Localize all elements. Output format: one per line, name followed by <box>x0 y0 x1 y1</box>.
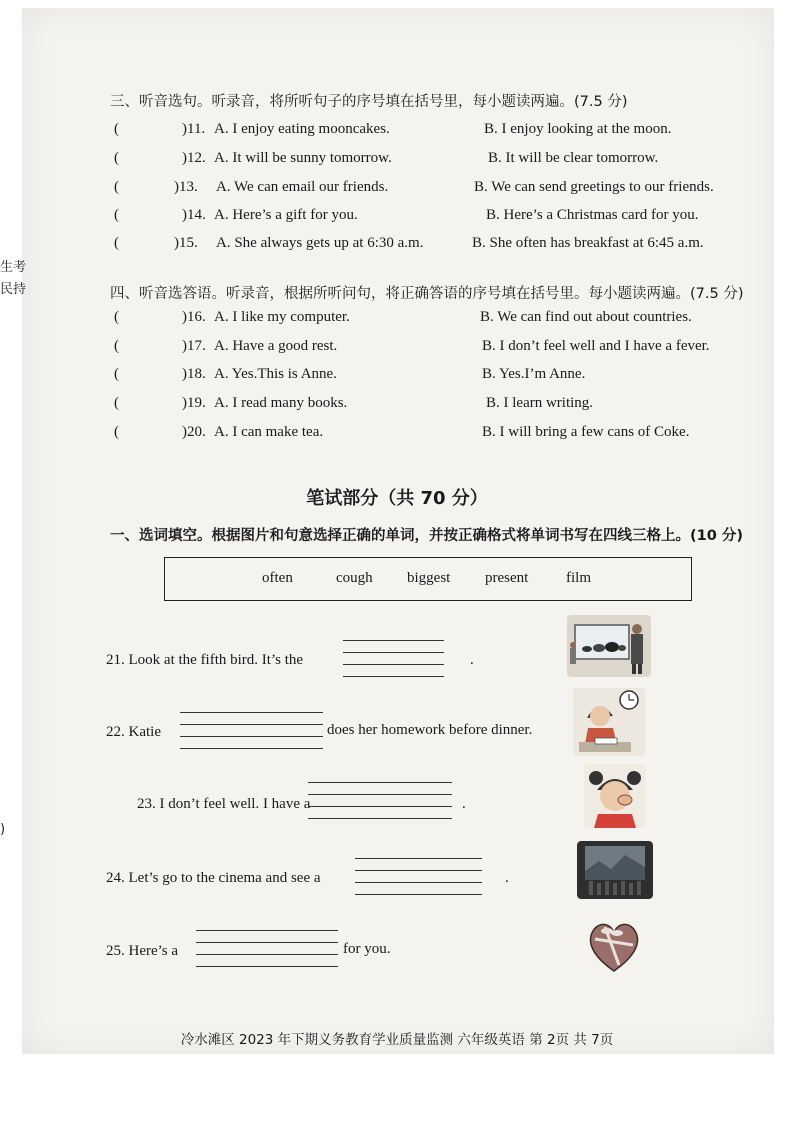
option-b: B. Yes.I’m Anne. <box>482 366 586 382</box>
option-b: B. It will be clear tomorrow. <box>488 150 659 166</box>
q21-writing-lines[interactable] <box>343 640 444 676</box>
option-a: A. She always gets up at 6:30 a.m. <box>216 235 424 251</box>
word-film: film <box>566 570 591 586</box>
option-a: A. Here’s a gift for you. <box>214 207 358 223</box>
option-a: A. I like my computer. <box>214 309 350 325</box>
q21-prefix: 21. Look at the fifth bird. It’s the <box>106 652 304 668</box>
question-18: ( )18. A. Yes.This is Anne. B. Yes.I’m Anne. <box>114 366 586 382</box>
question-13: ( )13. A. We can email our friends. B. We can send greetings to our friends. <box>114 179 714 195</box>
word-bank <box>164 557 692 601</box>
girl-coughing-image <box>584 764 646 828</box>
bird-exhibit-image <box>567 615 651 677</box>
q24-writing-lines[interactable] <box>355 858 482 894</box>
q22-writing-lines[interactable] <box>180 712 323 748</box>
q25-prefix: 25. Here’s a <box>106 943 179 959</box>
part1-title: 一、选词填空。根据图片和句意选择正确的单词，并按正确格式将单词书写在四线三格上。(10 分) <box>110 528 743 544</box>
q24-suffix: . <box>505 870 509 886</box>
q22-prefix: 22. Katie <box>106 724 161 740</box>
option-b: B. She often has breakfast at 6:45 a.m. <box>472 235 704 251</box>
margin-text-1: 生考 <box>0 260 27 275</box>
q24-prefix: 24. Let’s go to the cinema and see a <box>106 870 321 886</box>
option-b: B. We can send greetings to our friends. <box>474 179 714 195</box>
option-b: B. I don’t feel well and I have a fever. <box>482 338 710 354</box>
option-a: A. We can email our friends. <box>216 179 389 195</box>
question-20: ( )20. A. I can make tea. B. I will bring a few cans of Coke. <box>114 424 690 440</box>
word-biggest: biggest <box>407 570 451 586</box>
word-present: present <box>485 570 529 586</box>
q25-suffix: for you. <box>343 941 391 957</box>
q25-writing-lines[interactable] <box>196 930 338 966</box>
option-a: A. Yes.This is Anne. <box>214 366 337 382</box>
option-a: A. I read many books. <box>214 395 348 411</box>
option-b: B. I learn writing. <box>486 395 594 411</box>
girl-homework-image <box>573 688 645 756</box>
heart-present-image <box>585 915 643 975</box>
question-16: ( )16. A. I like my computer. B. We can find out about countries. <box>114 309 692 325</box>
q23-suffix: . <box>462 796 466 812</box>
written-section-title: 笔试部分（共 70 分） <box>306 488 488 509</box>
listening4-title: 四、听音选答语。听录音，根据所听问句，将正确答语的序号填在括号里。每小题读两遍。(7.5 分) <box>110 286 744 302</box>
word-often: often <box>262 570 293 586</box>
film-screen-image <box>577 841 653 899</box>
option-b: B. We can find out about countries. <box>480 309 692 325</box>
option-a: A. It will be sunny tomorrow. <box>214 150 392 166</box>
question-15: ( )15. A. She always gets up at 6:30 a.m. B. She often has breakfast at 6:45 a.m. <box>114 235 704 251</box>
question-19: ( )19. A. I read many books. B. I learn writing. <box>114 395 594 411</box>
question-17: ( )17. A. Have a good rest. B. I don’t feel well and I have a fever. <box>114 338 710 354</box>
word-cough: cough <box>336 570 373 586</box>
question-12: ( )12. A. It will be sunny tomorrow. B. It will be clear tomorrow. <box>114 150 659 166</box>
question-11: ( )11. A. I enjoy eating mooncakes. B. I enjoy looking at the moon. <box>114 121 672 137</box>
q23-writing-lines[interactable] <box>308 782 452 818</box>
margin-text-3: ) <box>0 822 6 837</box>
option-a: A. I can make tea. <box>214 424 324 440</box>
margin-text-2: 民持 <box>0 282 27 297</box>
option-a: A. I enjoy eating mooncakes. <box>214 121 390 137</box>
q23-prefix: 23. I don’t feel well. I have a <box>137 796 311 812</box>
question-14: ( )14. A. Here’s a gift for you. B. Here’s a Christmas card for you. <box>114 207 699 223</box>
listening3-title: 三、听音选句。听录音，将所听句子的序号填在括号里，每小题读两遍。(7.5 分) <box>110 94 628 110</box>
q22-suffix: does her homework before dinner. <box>327 722 533 738</box>
option-b: B. I enjoy looking at the moon. <box>484 121 672 137</box>
page-footer: 冷水滩区 2023 年下期义务教育学业质量监测 六年级英语 第 2页 共 7页 <box>180 1032 614 1048</box>
option-a: A. Have a good rest. <box>214 338 338 354</box>
option-b: B. I will bring a few cans of Coke. <box>482 424 690 440</box>
option-b: B. Here’s a Christmas card for you. <box>486 207 699 223</box>
q21-suffix: . <box>470 652 474 668</box>
